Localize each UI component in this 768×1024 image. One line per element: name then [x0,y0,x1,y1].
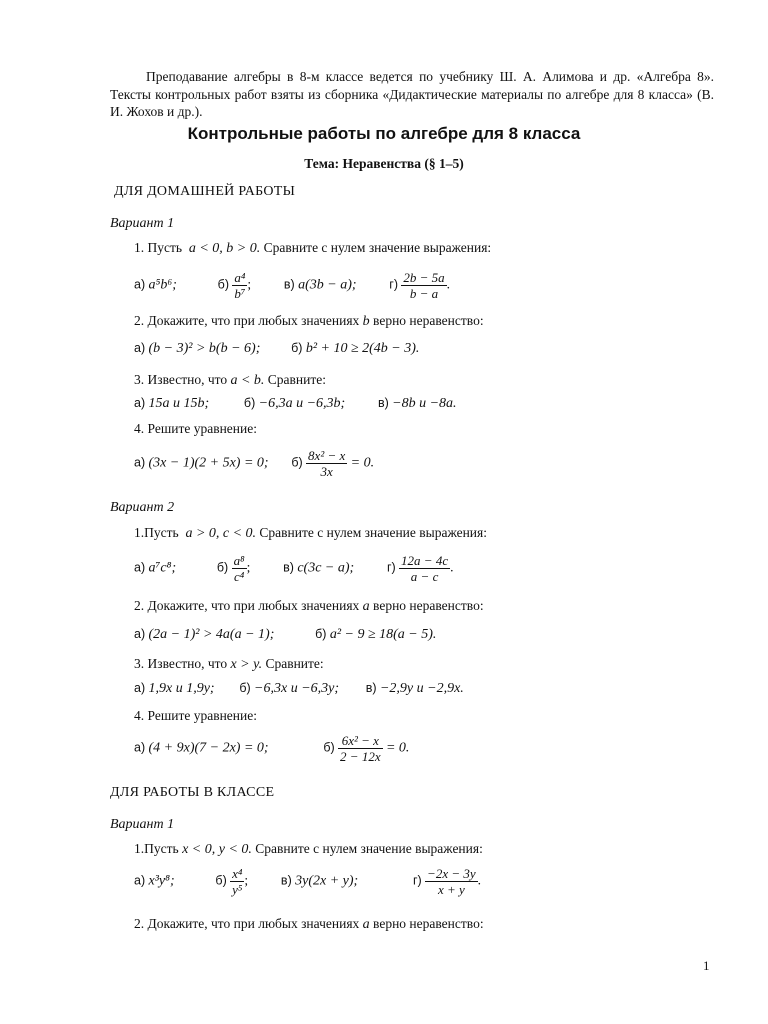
class-variant-1-label: Вариант 1 [110,817,175,832]
home-v1-task-1: 1. Пусть a < 0, b > 0. Сравните с нулем значение выражения: [134,240,492,256]
home-v2-task-3-options: а) 1,9x и 1,9y; б) −6,3x и −6,3y; в) −2,9y и −2,9x. [134,681,464,696]
section-class-heading: ДЛЯ РАБОТЫ В КЛАССЕ [110,785,275,800]
home-v2-task-4: 4. Решите уравнение: [134,708,257,723]
page-title: Контрольные работы по алгебре для 8 класса [187,124,581,143]
home-v1-task-2: 2. Докажите, что при любых значениях b верно неравенство: [134,313,484,329]
home-v1-task-1-options: а) a⁵b⁶; б) $\frac{\text{a⁴}}{\text{b⁷}}$ ; в) a(3b − a); г) $\frac{2b - 5a}{b - a}$ . [134,270,451,301]
section-home-heading: ДЛЯ ДОМАШНЕЙ РАБОТЫ [114,184,296,199]
home-v2-task-1-options: а) a⁷c⁸; б) $\frac{\text{a⁸}}{\text{c⁴}}$ ; в) c(3c − a); г) $\frac{12a - 4c}{a - c}$ . [134,553,454,584]
home-variant-1-label: Вариант 1 [110,216,175,231]
intro-paragraph: Преподавание алгебры в 8-м классе ведется по учебнику Ш. А. Алимова и др. «Алгебра 8». Тексты контрольных работ взяты из сборника «Дидактические материалы по алгебре для 8 класса» (В. И. Жохов и др.). [110,69,714,119]
home-v2-task-1: 1.Пусть a > 0, c < 0. Сравните с нулем значение выражения: [134,525,487,541]
class-v1-task-2: 2. Докажите, что при любых значениях a верно неравенство: [134,916,484,932]
page-number: 1 [703,958,710,973]
home-v1-task-3: 3. Известно, что a < b. Сравните: [134,372,327,388]
topic-heading: Тема: Неравенства (§ 1–5) [304,156,464,171]
home-v1-task-3-options: а) 15a и 15b; б) −6,3a и −6,3b; в) −8b и −8a. [134,396,457,411]
home-v2-task-4-options: а) (4 + 9x)(7 − 2x) = 0; б) $\frac{\text{6x² − x}}{2 - 12x}$ = 0. [134,733,410,764]
home-v1-task-4: 4. Решите уравнение: [134,421,257,436]
class-v1-task-1-options: а) x³y⁸; б) $\frac{\text{x⁴}}{\text{y⁵}}$ ; в) 3y(2x + y); г) $\frac{-2x - 3y}{x + y}$ . [134,866,482,897]
class-v1-task-1: 1.Пусть x < 0, y < 0. Сравните с нулем значение выражения: [134,841,483,857]
home-v2-task-2-options: а) (2a − 1)² > 4a(a − 1); б) a² − 9 ≥ 18(a − 5). [134,627,437,642]
home-v1-task-4-options: а) (3x − 1)(2 + 5x) = 0; б) $\frac{\text{8x² − x}}{3x}$ = 0. [134,448,375,479]
home-v1-task-2-options: а) (b − 3)² > b(b − 6); б) b² + 10 ≥ 2(4b − 3). [134,341,420,356]
home-variant-2-label: Вариант 2 [110,500,175,515]
home-v2-task-3: 3. Известно, что x > y. Сравните: [134,656,324,672]
home-v2-task-2: 2. Докажите, что при любых значениях a верно неравенство: [134,598,484,614]
